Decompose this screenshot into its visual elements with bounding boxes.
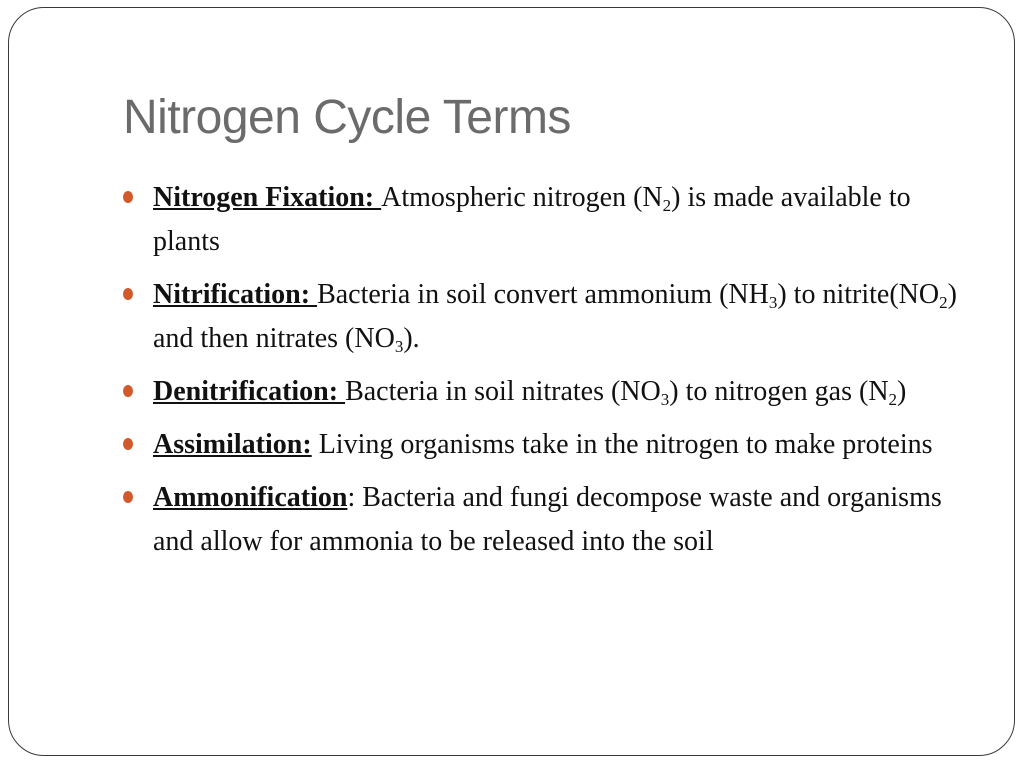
- bullet-nitrification: [123, 273, 973, 361]
- subscript: 3: [660, 390, 670, 409]
- definition-text: Atmospheric nitrogen (N: [381, 182, 663, 213]
- definition-text: ) and then nitrates (NO: [153, 279, 957, 354]
- subscript: 3: [394, 337, 404, 356]
- subscript: 2: [939, 293, 948, 312]
- bullet-list: [123, 176, 973, 573]
- definition-text: Bacteria in soil convert ammonium (NH: [317, 279, 769, 310]
- definition-text: ) to nitrite(NO: [777, 279, 940, 310]
- definition-text: : Bacteria and fungi decompose waste and organisms and allow for ammonia to be released into the soil: [153, 482, 942, 557]
- term-label: Denitrification:: [153, 376, 346, 407]
- slide-frame: [8, 7, 1015, 756]
- bullet-ammonification: [123, 476, 973, 564]
- bullet-icon: [123, 288, 133, 300]
- definition-text: ) is made available to plants: [153, 182, 911, 257]
- bullet-icon: [123, 491, 133, 503]
- term-label: Nitrogen Fixation:: [153, 182, 382, 213]
- definition-text: Living organisms take in the nitrogen to make proteins: [311, 429, 933, 460]
- subscript: 2: [888, 390, 898, 409]
- subscript: 2: [662, 196, 672, 215]
- definition-text: Bacteria in soil nitrates (NO: [345, 376, 661, 407]
- bullet-assimilation: [123, 423, 973, 467]
- bullet-icon: [123, 191, 133, 203]
- term-label: Ammonification: [153, 482, 348, 513]
- term-label: Assimilation:: [153, 429, 312, 460]
- subscript: 3: [768, 293, 778, 312]
- definition-text: ) to nitrogen gas (N: [669, 376, 889, 407]
- definition-text: ): [897, 376, 907, 407]
- bullet-nitrogen-fixation: [123, 176, 973, 264]
- term-label: Nitrification:: [153, 279, 318, 310]
- definition-text: ).: [403, 323, 420, 354]
- bullet-icon: [123, 438, 133, 450]
- bullet-denitrification: [123, 370, 973, 414]
- bullet-icon: [123, 385, 133, 397]
- slide-title: Nitrogen Cycle Terms: [123, 91, 571, 144]
